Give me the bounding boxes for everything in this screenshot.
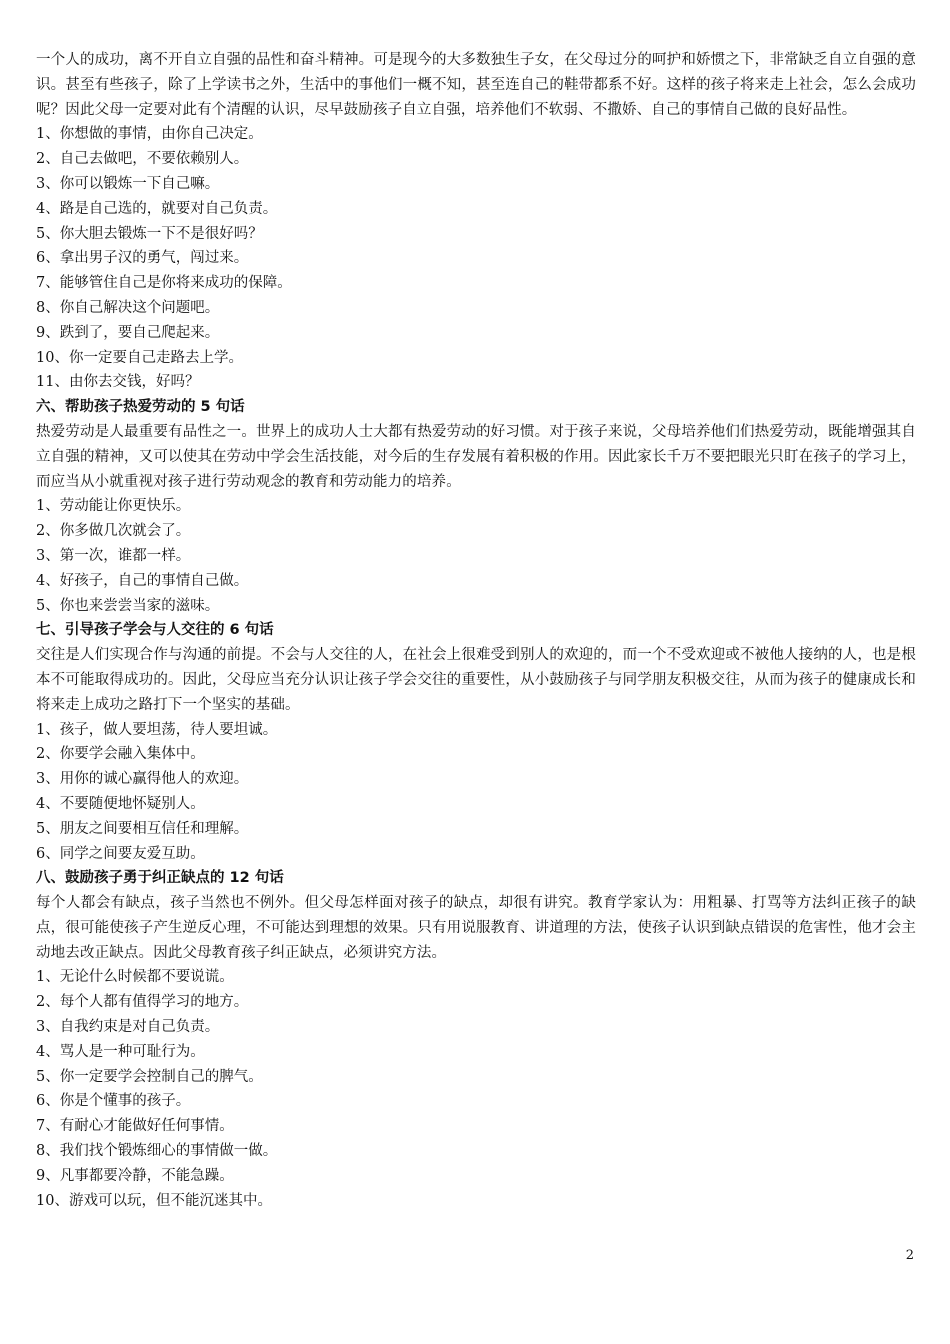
section-list-7: [36, 718, 916, 867]
section-heading-8: 八、鼓励孩子勇于纠正缺点的 12 句话: [36, 870, 284, 887]
list-item: 3、自我约束是对自己负责。: [36, 1019, 220, 1036]
list-item: 11、由你去交钱，好吗？: [36, 374, 200, 391]
section-list-8: [36, 965, 916, 1213]
list-item: 10、你一定要自己走路去上学。: [36, 349, 243, 366]
list-item: 5、朋友之间要相互信任和理解。: [36, 820, 249, 837]
section-heading-7: 七、引导孩子学会与人交往的 6 句话: [36, 622, 274, 639]
list-item: 2、你多做几次就会了。: [36, 523, 191, 540]
list-item: 4、路是自己选的，就要对自己负责。: [36, 200, 278, 217]
list-item: 6、拿出男子汉的勇气，闯过来。: [36, 250, 249, 267]
list-item: 2、自己去做吧，不要依赖别人。: [36, 151, 249, 168]
list-item: 5、你一定要学会控制自己的脾气。: [36, 1068, 263, 1085]
list-item: 7、有耐心才能做好任何事情。: [36, 1118, 234, 1135]
list-item: 2、你要学会融入集体中。: [36, 746, 205, 763]
list-item: 4、不要随便地怀疑别人。: [36, 795, 205, 812]
list-item: 5、你也来尝尝当家的滋味。: [36, 597, 220, 614]
list-item: 6、同学之间要友爱互助。: [36, 845, 205, 862]
list-item: 8、我们找个锻炼细心的事情做一做。: [36, 1143, 278, 1160]
list-item: 3、用你的诚心赢得他人的欢迎。: [36, 771, 249, 788]
list-item: 1、你想做的事情，由你自己决定。: [36, 126, 263, 143]
list-item: 8、你自己解决这个问题吧。: [36, 299, 220, 316]
list-item: 7、能够管住自己是你将来成功的保障。: [36, 275, 292, 292]
document-page: [36, 48, 916, 1213]
intro-paragraph: 一个人的成功，离不开自立自强的品性和奋斗精神。可是现今的大多数独生子女，在父母过分的呵护和娇惯之下，非常缺乏自立自强的意识。甚至有些孩子，除了上学读书之外，生活中的事他们一概不知，甚至连自己的鞋带都系不好。这样的孩子将来走上社会，怎么会成功呢？因此父母一定要对此有个清醒的认识，尽早鼓励孩子自立自强，培养他们不软弱、不撒娇、自己的事情自己做的良好品性。: [36, 52, 916, 118]
list-item: 4、好孩子，自己的事情自己做。: [36, 572, 249, 589]
section-heading-6: 六、帮助孩子热爱劳动的 5 句话: [36, 399, 245, 416]
list-item: 4、骂人是一种可耻行为。: [36, 1043, 205, 1060]
list-item: 2、每个人都有值得学习的地方。: [36, 994, 249, 1011]
intro-list: [36, 122, 916, 395]
page-number: 2: [905, 1248, 914, 1263]
list-item: 1、孩子，做人要坦荡，待人要坦诚。: [36, 721, 278, 738]
list-item: 10、游戏可以玩，但不能沉迷其中。: [36, 1192, 272, 1209]
list-item: 9、跌到了，要自己爬起来。: [36, 324, 220, 341]
list-item: 3、第一次，谁都一样。: [36, 547, 191, 564]
list-item: 1、劳动能让你更快乐。: [36, 498, 191, 515]
list-item: 6、你是个懂事的孩子。: [36, 1093, 191, 1110]
list-item: 1、无论什么时候都不要说谎。: [36, 969, 234, 986]
list-item: 9、凡事都要冷静，不能急躁。: [36, 1167, 234, 1184]
section-paragraph-8: 每个人都会有缺点，孩子当然也不例外。但父母怎样面对孩子的缺点，却很有讲究。教育学家认为：用粗暴、打骂等方法纠正孩子的缺点，很可能使孩子产生逆反心理，不可能达到理想的效果。只有用说服教育、讲道理的方法，使孩子认识到缺点错误的危害性，他才会主动地去改正缺点。因此父母教育孩子纠正缺点，必须讲究方法。: [36, 895, 916, 961]
section-list-6: [36, 494, 916, 618]
list-item: 5、你大胆去锻炼一下不是很好吗？: [36, 225, 263, 242]
section-paragraph-7: 交往是人们实现合作与沟通的前提。不会与人交往的人，在社会上很难受到别人的欢迎的，而一个不受欢迎或不被他人接纳的人，也是根本不可能取得成功的。因此，父母应当充分认识让孩子学会交往的重要性，从小鼓励孩子与同学朋友积极交往，从而为孩子的健康成长和将来走上成功之路打下一个坚实的基础。: [36, 647, 916, 713]
list-item: 3、你可以锻炼一下自己嘛。: [36, 175, 220, 192]
section-paragraph-6: 热爱劳动是人最重要有品性之一。世界上的成功人士大都有热爱劳动的好习惯。对于孩子来说，父母培养他们们热爱劳动，既能增强其自立自强的精神，又可以使其在劳动中学会生活技能，对今后的生存发展有着积极的作用。因此家长千万不要把眼光只盯在孩子的学习上，而应当从小就重视对孩子进行劳动观念的教育和劳动能力的培养。: [36, 423, 916, 490]
